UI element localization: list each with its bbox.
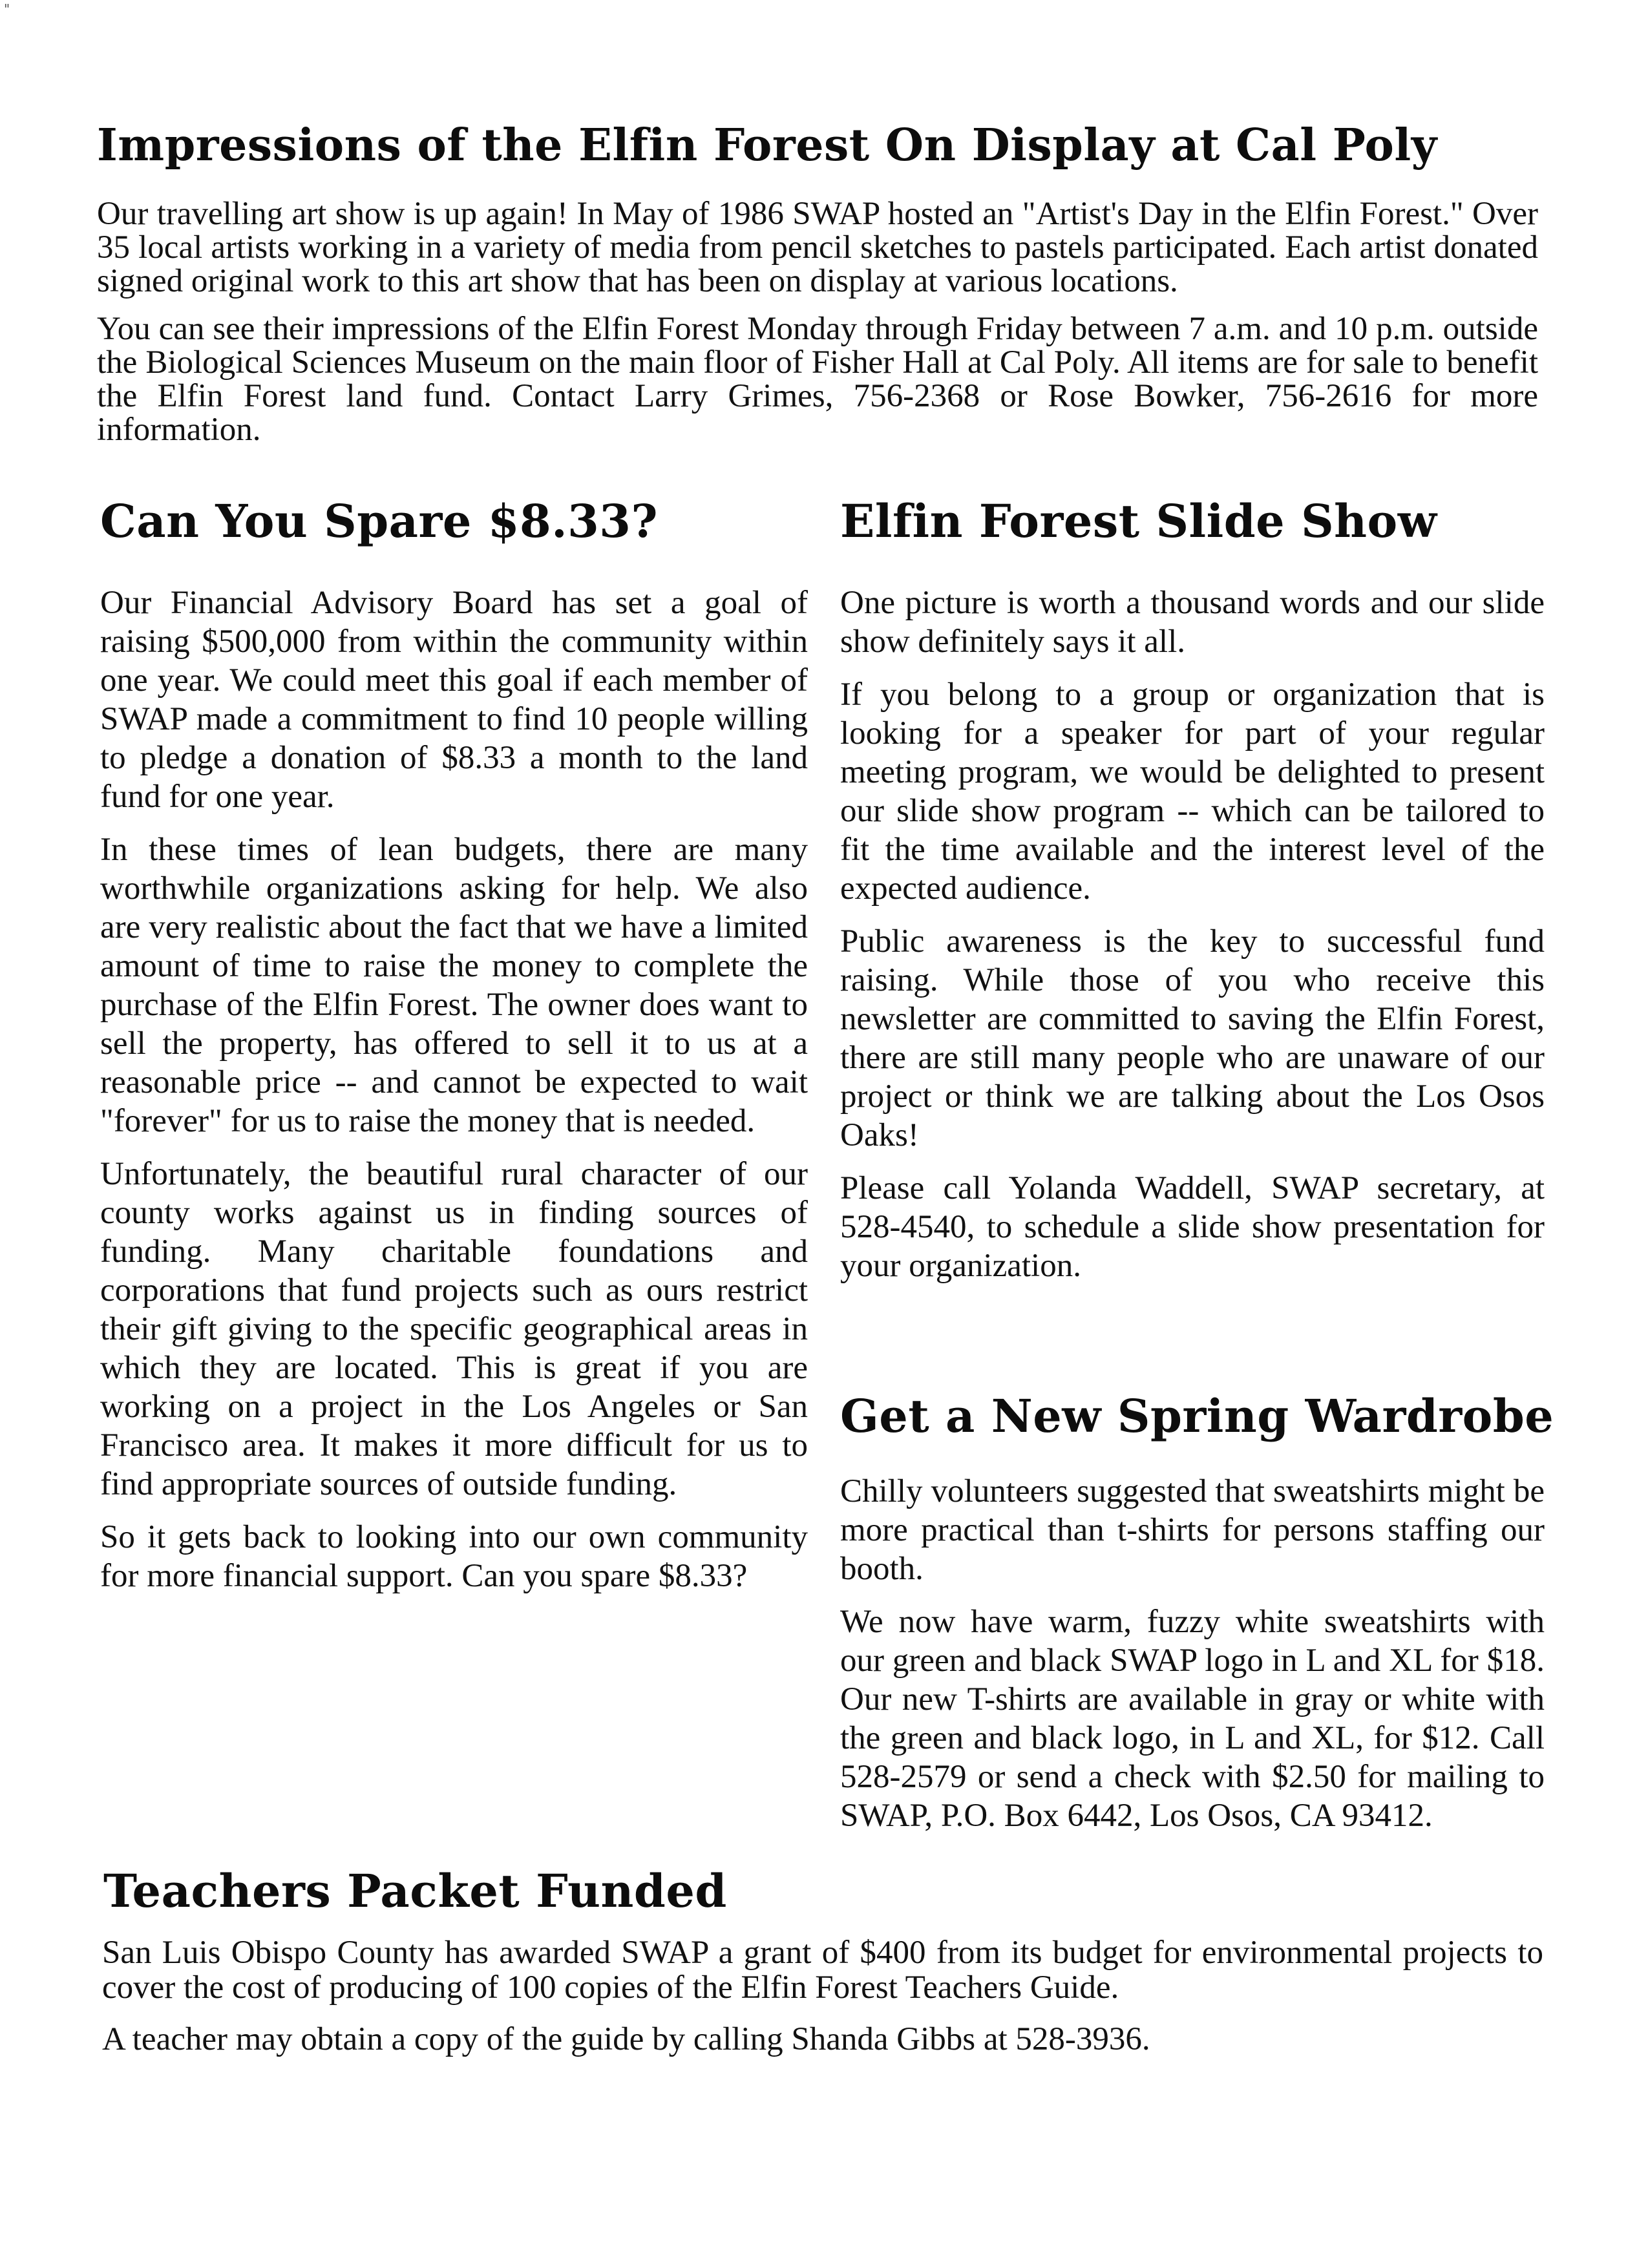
spare-article [100, 494, 808, 1610]
wardrobe-paragraph: We now have warm, fuzzy white sweatshirts with our green and black SWAP logo in L and XL for $18. Our new T-shirts are available in gray or white with the green and black logo, in L and XL, for $12. Call 528-2579 or send a check with $2.50 for mailing to SWAP, P.O. Box 6442, Los Osos, CA 93412. [840, 1604, 1545, 1834]
teachers-paragraph: A teacher may obtain a copy of the guide by calling Shanda Gibbs at 528-3936. [102, 2021, 1150, 2057]
spare-title: Can You Spare $8.33? [100, 494, 659, 548]
wardrobe-article [840, 1389, 1554, 1849]
slide-show-paragraph: If you belong to a group or organization that is looking for a speaker for part of your regular meeting program, we would be delighted to present our slide show program -- which can be tailored to fit the time available and the interest level of the expected audience. [840, 677, 1545, 907]
corner-mark: " [4, 1, 10, 17]
spare-paragraph: In these times of lean budgets, there are many worthwhile organizations asking for help. We also are very realistic about the fact that we have a limited amount of time to raise the money to complete the purchase of the Elfin Forest. The owner does want to sell the property, has offered to sell it to us at a reasonable price -- and cannot be expected to wait "forever" for us to raise the money that is needed. [100, 832, 808, 1139]
art-show-paragraph: Our travelling art show is up again! In May of 1986 SWAP hosted an "Artist's Day in the Elfin Forest." Over 35 local artists working in a variety of media from pencil sketches to pastels participated. Each artist donated signed original work to this art show that has been on display at various locations. [97, 196, 1538, 299]
slide-show-paragraph: One picture is worth a thousand words and our slide show definitely says it all. [840, 585, 1545, 660]
slide-show-article [840, 494, 1545, 1299]
teachers-title: Teachers Packet Funded [103, 1864, 727, 1918]
spare-paragraph: Unfortunately, the beautiful rural character of our county works against us in finding sources of funding. Many charitable foundations and corporations that fund projects such as ours restrict their gift giving to the specific geographical areas in which they are located. This is great if you are working on a project in the Los Angeles or San Francisco area. It makes it more difficult for us to find appropriate sources of outside funding. [100, 1156, 808, 1502]
slide-show-paragraph: Public awareness is the key to successful fund raising. While those of you who receive this newsletter are committed to saving the Elfin Forest, there are still many people who are unaware of our project or think we are talking about the Los Osos Oaks! [840, 923, 1545, 1153]
slide-show-title: Elfin Forest Slide Show [840, 494, 1437, 548]
wardrobe-paragraph: Chilly volunteers suggested that sweatshirts might be more practical than t-shirts for persons staffing our booth. [840, 1473, 1545, 1587]
art-show-article [97, 120, 1538, 461]
art-show-title: Impressions of the Elfin Forest On Display at Cal Poly [97, 120, 1437, 171]
spare-paragraph: So it gets back to looking into our own community for more financial support. Can you spare $8.33? [100, 1519, 808, 1594]
spare-paragraph: Our Financial Advisory Board has set a goal of raising $500,000 from within the community within one year. We could meet this goal if each member of SWAP made a commitment to find 10 people willing to pledge a donation of $8.33 a month to the land fund for one year. [100, 585, 808, 815]
slide-show-paragraph: Please call Yolanda Waddell, SWAP secretary, at 528-4540, to schedule a slide show presentation for your organization. [840, 1170, 1545, 1284]
teachers-article [102, 1935, 1543, 2074]
art-show-paragraph: You can see their impressions of the Elfin Forest Monday through Friday between 7 a.m. and 10 p.m. outside the Biological Sciences Museum on the main floor of Fisher Hall at Cal Poly. All items are for sale to benefit the Elfin Forest land fund. Contact Larry Grimes, 756-2368 or Rose Bowker, 756-2616 for more information. [97, 311, 1538, 448]
wardrobe-title: Get a New Spring Wardrobe [840, 1389, 1554, 1443]
art-show-body [97, 197, 1538, 446]
teachers-paragraph: San Luis Obispo County has awarded SWAP a grant of $400 from its budget for environmental projects to cover the cost of producing of 100 copies of the Elfin Forest Teachers Guide. [102, 1935, 1543, 2006]
